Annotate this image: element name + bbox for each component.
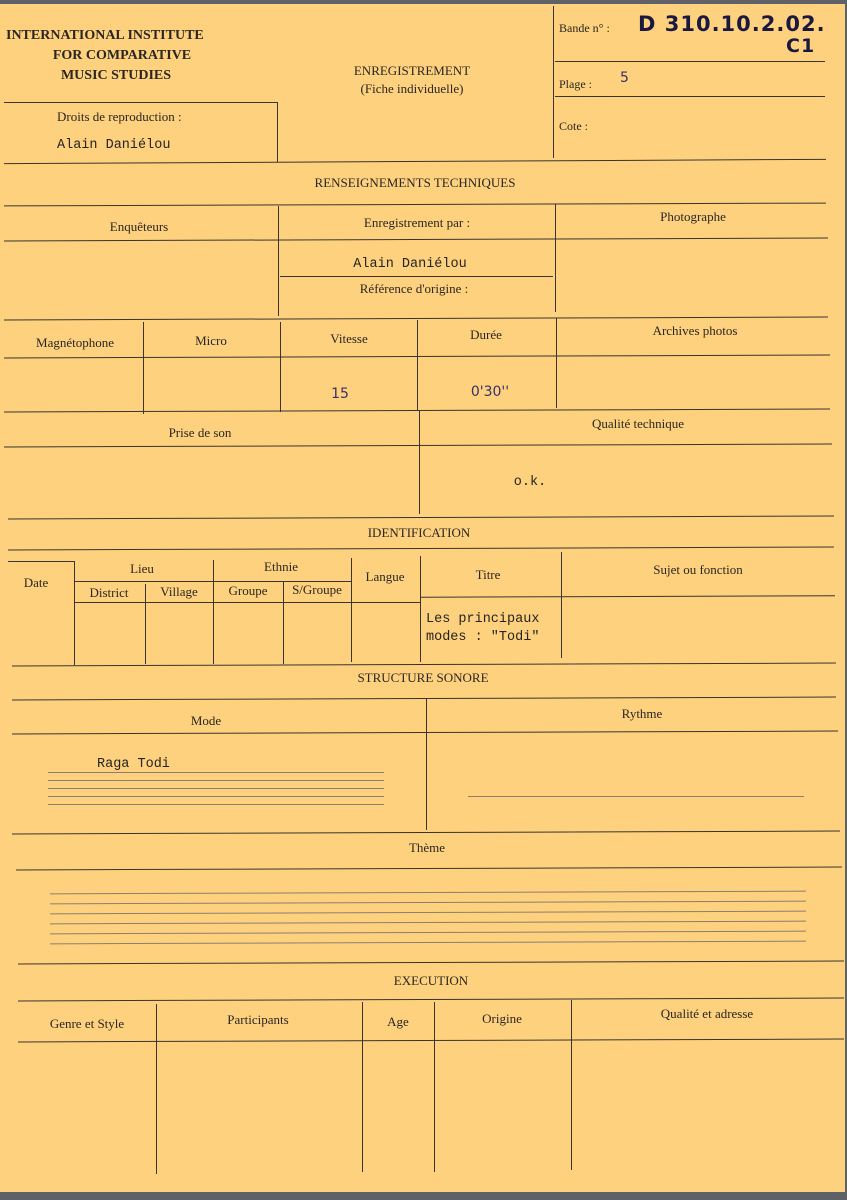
- execution-top-rule: [18, 961, 844, 965]
- ethnic-label: Ethnie: [264, 559, 298, 574]
- theme-writing-line-2: [50, 901, 806, 905]
- mode-label: Mode: [190, 713, 222, 728]
- exec-col-4: [571, 1000, 572, 1170]
- title-label: Titre: [475, 567, 501, 582]
- quality-address-label: Qualité et adresse: [660, 1006, 754, 1021]
- rights-label: Droits de reproduction :: [57, 109, 182, 124]
- mode-writing-line-2: [48, 780, 384, 781]
- exec-col-3: [434, 1002, 435, 1172]
- structure-top-rule: [12, 663, 836, 667]
- execution-section-title: EXECUTION: [393, 973, 469, 988]
- rights-box-top: [4, 102, 277, 103]
- band-underline: [555, 61, 825, 62]
- institute-name-line-1: INTERNATIONAL INSTITUTE: [6, 28, 204, 43]
- exec-col-1: [156, 1004, 157, 1174]
- track-value-handwritten: 5: [620, 70, 629, 86]
- cote-label: Cote :: [559, 119, 588, 133]
- duration-label: Durée: [470, 327, 502, 342]
- tech-header-rule: [4, 238, 828, 242]
- ident-title-rule: [8, 547, 834, 551]
- investigators-label: Enquêteurs: [109, 219, 169, 234]
- language-label: Langue: [365, 569, 405, 584]
- technical-quality-value: o.k.: [513, 475, 547, 490]
- execution-title-rule: [18, 998, 844, 1002]
- structure-title-rule: [12, 697, 836, 701]
- micro-label: Micro: [195, 333, 227, 348]
- ident-col-titre: [561, 552, 562, 658]
- theme-label: Thème: [408, 840, 446, 855]
- track-underline: [555, 96, 825, 97]
- ident-header-rule: [74, 602, 421, 603]
- place-label: Lieu: [130, 561, 154, 576]
- institute-name-line-2: FOR COMPARATIVE: [52, 48, 192, 63]
- equipment-top-rule: [4, 317, 828, 321]
- rhythm-label: Rythme: [621, 706, 663, 721]
- genre-style-label: Genre et Style: [49, 1016, 125, 1031]
- tape-recorder-label: Magnétophone: [36, 335, 114, 350]
- equip-col-2: [280, 322, 281, 412]
- theme-writing-line-1: [50, 891, 806, 895]
- ident-header-rule-right: [421, 595, 835, 597]
- band-number-handwritten: D 310.10.2.02.: [638, 12, 826, 36]
- tech-col-1: [278, 206, 279, 316]
- mode-value: Raga Todi: [97, 757, 170, 772]
- ident-col-lieu: [213, 560, 214, 664]
- tech-title-rule: [4, 203, 826, 207]
- photo-archives-label: Archives photos: [652, 323, 738, 338]
- header-bottom-rule: [4, 159, 826, 164]
- capture-header-rule: [4, 444, 832, 448]
- date-label: Date: [23, 575, 49, 590]
- rhythm-writing-line: [468, 796, 804, 797]
- speed-label: Vitesse: [330, 331, 368, 346]
- duration-value-handwritten: 0'30'': [470, 384, 510, 400]
- theme-top-rule: [12, 831, 840, 835]
- recorded-by-label: Enregistrement par :: [363, 215, 471, 230]
- recorded-by-underline: [280, 276, 553, 277]
- ident-col-date: [74, 561, 75, 665]
- photographer-label: Photographe: [660, 209, 726, 224]
- band-number-suffix-handwritten: C1: [786, 35, 816, 57]
- band-label: Bande n° :: [559, 21, 610, 35]
- capture-divider: [419, 410, 420, 514]
- subgroup-label: S/Groupe: [292, 582, 342, 597]
- title-value-line-1: Les principaux: [426, 612, 540, 627]
- group-label: Groupe: [228, 583, 268, 598]
- age-label: Age: [387, 1014, 409, 1029]
- identification-section-title: IDENTIFICATION: [367, 525, 471, 540]
- ident-col-village: [145, 584, 146, 664]
- structure-divider: [426, 698, 427, 830]
- tech-col-2: [555, 204, 556, 312]
- ident-col-langue: [420, 556, 421, 662]
- sound-capture-label: Prise de son: [168, 425, 232, 440]
- theme-writing-line-6: [50, 941, 806, 945]
- recorded-by-value: Alain Daniélou: [353, 257, 467, 272]
- origin-reference-label: Référence d'origine :: [359, 281, 469, 296]
- subject-label: Sujet ou fonction: [653, 562, 743, 577]
- institute-name-line-3: MUSIC STUDIES: [60, 68, 172, 83]
- form-subtitle: (Fiche individuelle): [360, 81, 464, 96]
- track-label: Plage :: [559, 77, 592, 91]
- title-value-line-2: modes : "Todi": [426, 630, 540, 645]
- rights-box-right: [277, 102, 278, 162]
- technical-quality-label: Qualité technique: [591, 416, 685, 431]
- mode-writing-line-5: [48, 804, 384, 805]
- mode-writing-line-3: [48, 788, 384, 789]
- structure-section-title: STRUCTURE SONORE: [357, 670, 489, 685]
- structure-header-rule: [12, 731, 838, 735]
- theme-writing-line-3: [50, 911, 806, 915]
- ident-upper-header-line: [8, 561, 74, 562]
- ident-top-rule: [8, 516, 834, 520]
- origin-label: Origine: [482, 1011, 522, 1026]
- speed-value-handwritten: 15: [331, 386, 349, 402]
- theme-writing-line-5: [50, 931, 806, 935]
- theme-header-rule: [16, 867, 842, 871]
- equip-col-1: [143, 322, 144, 414]
- village-label: Village: [160, 584, 198, 599]
- district-label: District: [89, 585, 129, 600]
- band-column-divider: [553, 6, 554, 158]
- exec-col-2: [362, 1002, 363, 1172]
- equip-col-3: [417, 320, 418, 410]
- form-title: ENREGISTREMENT: [353, 63, 471, 78]
- technical-section-title: RENSEIGNEMENTS TECHNIQUES: [314, 175, 516, 190]
- index-card: [0, 4, 845, 1192]
- theme-writing-line-4: [50, 921, 806, 925]
- ident-col-subgroup: [283, 582, 284, 664]
- ident-col-ethnie: [351, 558, 352, 662]
- equip-col-4: [556, 318, 557, 408]
- participants-label: Participants: [227, 1012, 289, 1027]
- mode-writing-line-4: [48, 796, 384, 797]
- execution-header-rule: [18, 1039, 844, 1043]
- rights-value: Alain Daniélou: [57, 138, 171, 153]
- capture-top-rule: [4, 409, 830, 413]
